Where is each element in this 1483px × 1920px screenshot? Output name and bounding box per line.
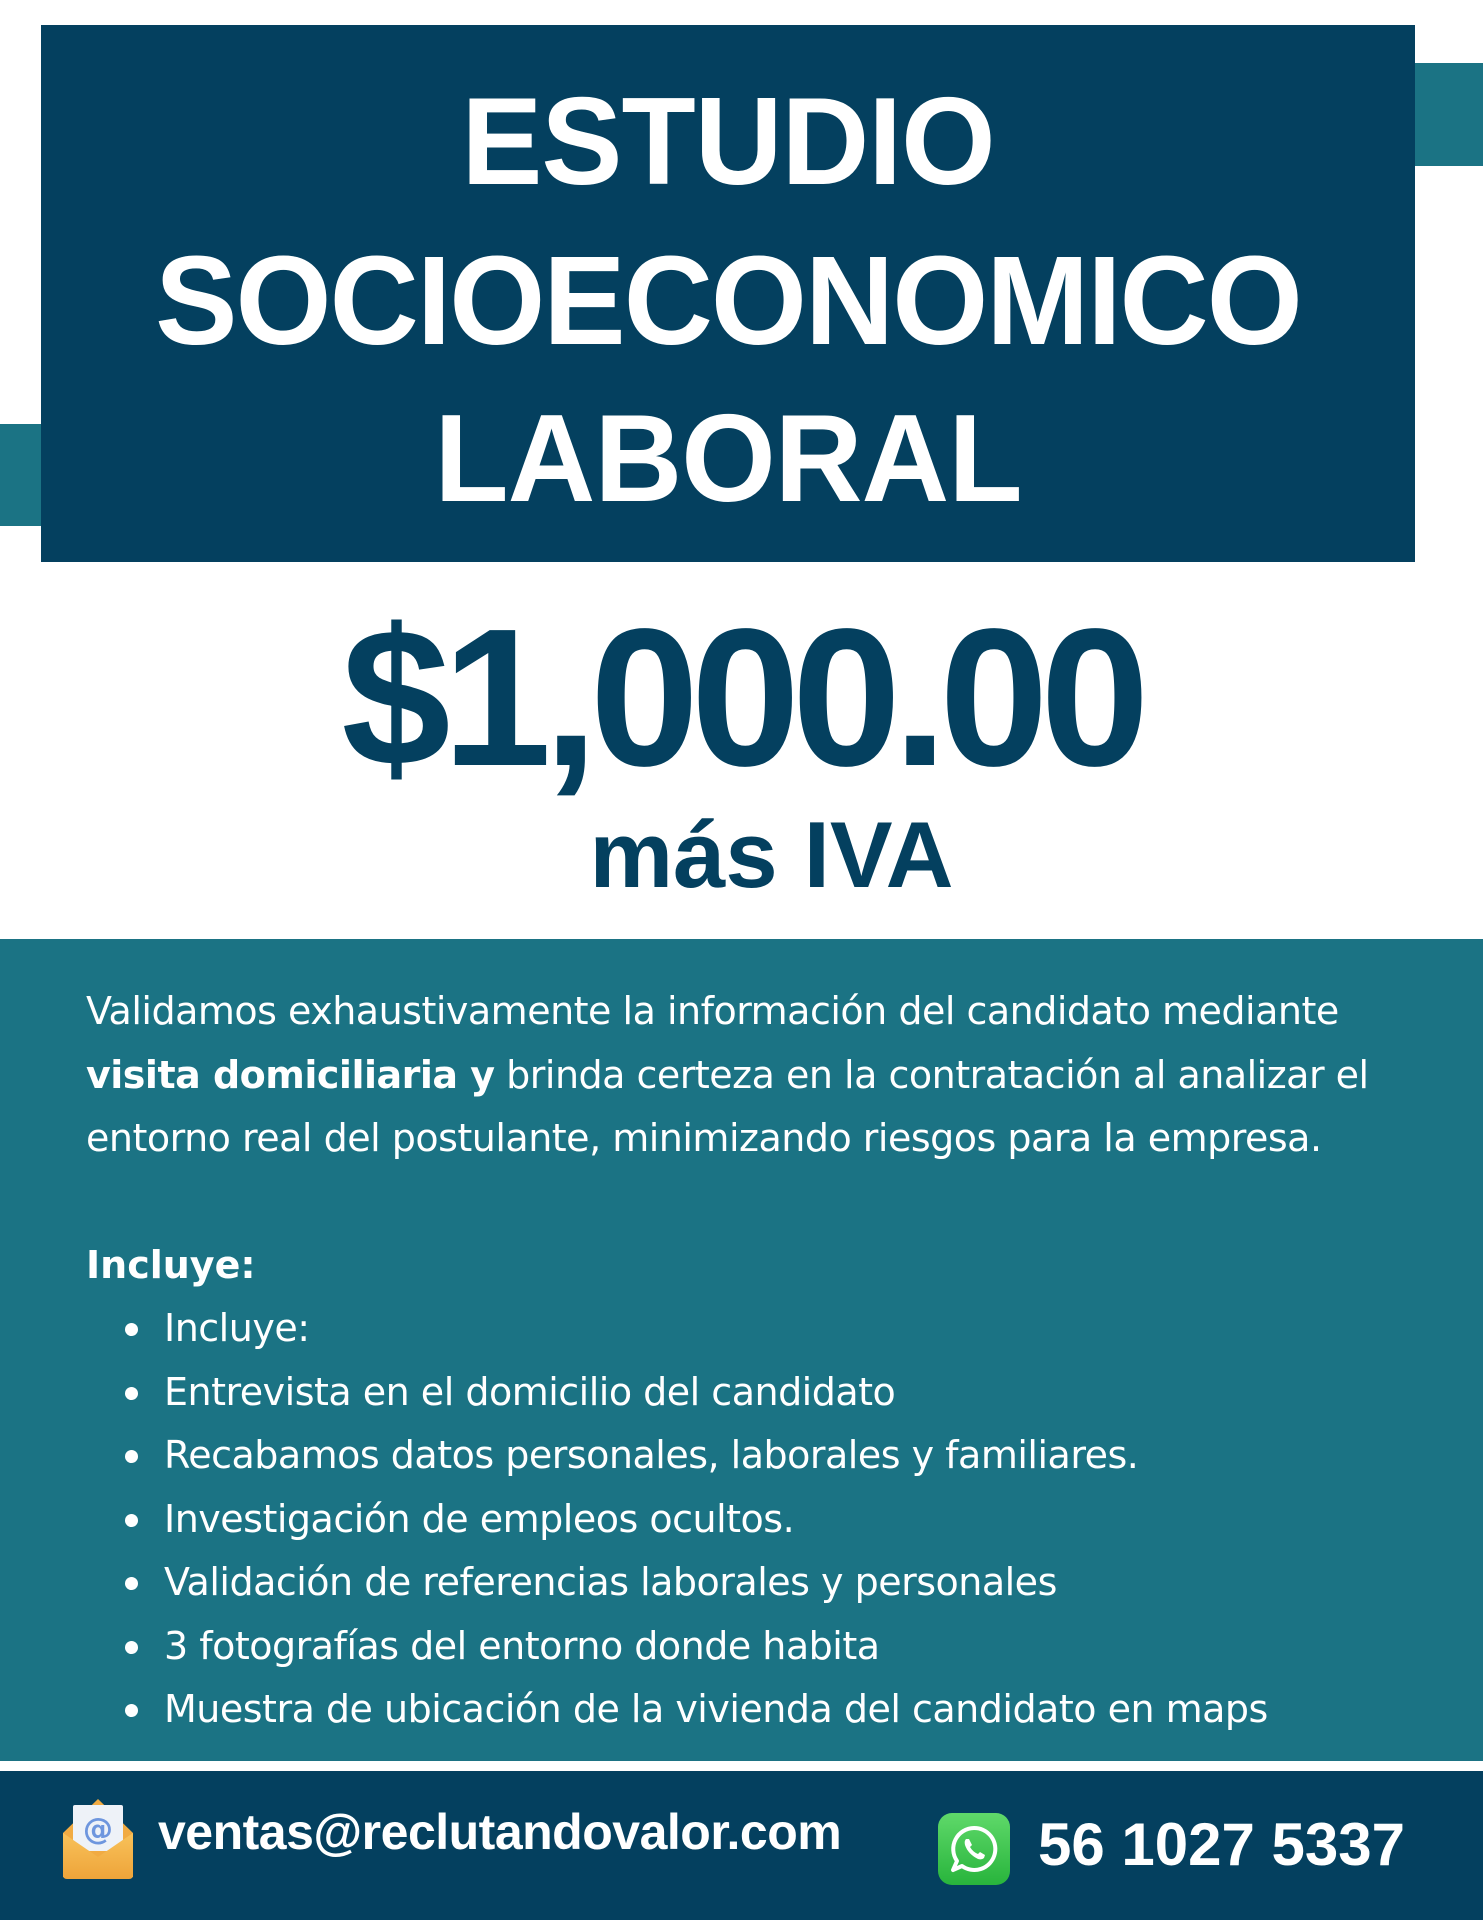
list-item-text: Muestra de ubicación de la vivienda del candidato en maps	[164, 1687, 1268, 1731]
bullet-icon	[125, 1641, 138, 1654]
list-item	[86, 1551, 1268, 1615]
service-description	[86, 980, 1426, 1171]
whatsapp-icon	[938, 1813, 1010, 1885]
list-item	[86, 1678, 1268, 1742]
bullet-icon	[125, 1514, 138, 1527]
service-description-section	[0, 939, 1483, 1761]
description-intro: Validamos exhaustivamente la información del candidato mediante	[86, 989, 1339, 1033]
price-amount: $1,000.00	[341, 588, 1142, 807]
price-tax-note: más IVA	[589, 802, 954, 907]
title-banner	[41, 25, 1415, 562]
phone-link[interactable]: 56 1027 5337	[1038, 1811, 1406, 1878]
bullet-icon	[125, 1323, 138, 1336]
bullet-icon	[125, 1450, 138, 1463]
includes-list	[86, 1297, 1268, 1742]
decorative-accent-bar-right	[1415, 63, 1483, 166]
list-item-text: Investigación de empleos ocultos.	[164, 1496, 795, 1541]
title-line-1: ESTUDIO	[461, 73, 995, 211]
envelope-at-icon	[61, 1793, 135, 1880]
bullet-icon	[125, 1577, 138, 1590]
list-item	[86, 1424, 1268, 1488]
title-line-3: LABORAL	[434, 390, 1022, 528]
list-item-text: Incluye:	[164, 1306, 310, 1350]
bullet-icon	[125, 1704, 138, 1717]
list-item-text: Recabamos datos personales, laborales y familiares.	[164, 1433, 1139, 1477]
description-rest: brinda certeza en la contratación al analizar el entorno real del postulante, minimizando riesgos para la empresa.	[86, 1052, 1369, 1160]
email-link[interactable]: ventas@reclutandovalor.com	[158, 1804, 842, 1860]
list-item	[86, 1297, 1268, 1361]
contact-footer	[0, 1771, 1483, 1920]
svg-text:@: @	[83, 1812, 113, 1847]
decorative-accent-bar-left	[0, 424, 41, 526]
description-highlight: visita domiciliaria y	[86, 1052, 495, 1097]
list-item	[86, 1488, 1268, 1552]
divider	[0, 1761, 1483, 1771]
includes-heading: Incluye:	[86, 1243, 256, 1287]
list-item-text: 3 fotografías del entorno donde habita	[164, 1623, 880, 1668]
list-item	[86, 1361, 1268, 1425]
list-item-text: Entrevista en el domicilio del candidato	[164, 1369, 896, 1414]
bullet-icon	[125, 1387, 138, 1400]
title-line-2: SOCIOECONOMICO	[155, 230, 1301, 371]
list-item	[86, 1615, 1268, 1679]
list-item-text: Validación de referencias laborales y personales	[164, 1560, 1057, 1604]
